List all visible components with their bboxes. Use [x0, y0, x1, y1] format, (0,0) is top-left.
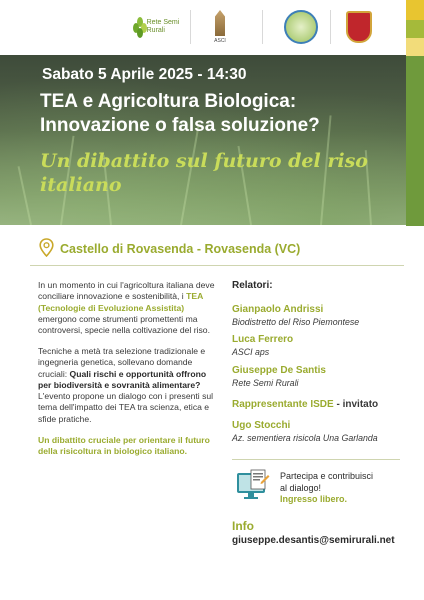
event-location: Castello di Rovasenda - Rovasenda (VC)	[60, 242, 301, 256]
speaker-item	[232, 304, 359, 328]
contact-email[interactable]: giuseppe.desantis@semirurali.net	[232, 535, 395, 546]
participate-text	[280, 471, 373, 506]
accent-stripe	[406, 226, 424, 600]
speakers-heading: Relatori:	[232, 280, 273, 291]
speaker-affiliation: Rete Semi Rurali	[232, 378, 299, 388]
speaker-affiliation: Az. sementiera risicola Una Garlanda	[232, 433, 378, 443]
speaker-name	[232, 399, 378, 411]
accent-stripe	[406, 20, 424, 38]
speaker-item	[232, 334, 293, 358]
free-entry: Ingresso libero.	[280, 494, 348, 504]
map-pin-icon	[39, 238, 54, 257]
coat-of-arms-logo	[337, 8, 381, 46]
biodistretto-logo	[277, 8, 325, 46]
speaker-item	[232, 399, 378, 411]
rete-semi-rurali-logo	[133, 8, 183, 46]
speaker-name: Luca Ferrero	[232, 334, 294, 345]
speaker-affiliation: Biodistretto del Riso Piemontese	[232, 317, 360, 327]
accent-stripe	[406, 38, 424, 56]
logo-divider	[330, 10, 331, 44]
event-subtitle-line-1: Un dibattito sul futuro del riso	[40, 150, 368, 172]
speaker-status: - invitato	[333, 399, 379, 410]
event-subtitle-line-2: italiano	[40, 174, 122, 196]
description-closing: Un dibattito cruciale per orientare il futuro della risicoltura in biologico italiano.	[38, 434, 210, 456]
description-paragraph-2	[38, 346, 218, 425]
info-heading: Info	[232, 519, 254, 533]
participate-line: Partecipa e contribuisci	[280, 471, 374, 481]
hero-banner	[0, 55, 406, 225]
participate-line: al dialogo!	[280, 482, 322, 493]
speaker-affiliation: ASCI aps	[232, 347, 270, 357]
divider	[30, 265, 404, 266]
asci-logo	[200, 8, 240, 46]
speaker-name-text: Rappresentante ISDE	[232, 399, 334, 410]
asci-logo-text: ASCI	[214, 38, 226, 44]
logo-bar	[0, 0, 424, 55]
description-text: Tecniche a metà tra selezione tradizionale e ingegneria genetica, sollevano domande cruciali:	[38, 345, 206, 379]
key-question: Quali rischi e opportunità offrono per biodiversità e sovranità alimentare?	[38, 368, 207, 390]
description-text: L'evento propone un dialogo con i presenti sul tema dell'impatto dei TEA tra scienza, etica e sfide pratiche.	[38, 391, 214, 424]
logo-divider	[190, 10, 191, 44]
divider	[232, 459, 400, 460]
speaker-name: Ugo Stocchi	[232, 420, 291, 431]
computer-form-icon	[236, 468, 270, 502]
accent-stripe	[406, 0, 424, 20]
speaker-item	[232, 420, 378, 444]
description-text: emergono come strumenti promettenti ma controversi, specie nella coltivazione del riso.	[38, 313, 210, 336]
speaker-item	[232, 365, 326, 389]
event-date: Sabato 5 Aprile 2025 - 14:30	[42, 66, 247, 83]
description	[38, 280, 218, 467]
description-paragraph-1	[38, 280, 218, 336]
event-title-line-1: TEA e Agricoltura Biologica:	[40, 91, 297, 112]
rete-semi-rurali-logo-text: Rete Semi Rurali	[146, 19, 180, 34]
speaker-name: Gianpaolo Andrissi	[232, 304, 324, 315]
tea-highlight: TEA (Tecnologie di Evoluzione Assistita)	[38, 291, 203, 313]
event-title-line-2: Innovazione o falsa soluzione?	[40, 115, 320, 136]
speaker-name: Giuseppe De Santis	[232, 365, 326, 376]
description-text: In un momento in cui l'agricoltura italiana deve conciliare innovazione e sostenibilità, i	[38, 280, 215, 302]
accent-stripe	[406, 56, 424, 226]
logo-divider	[262, 10, 263, 44]
